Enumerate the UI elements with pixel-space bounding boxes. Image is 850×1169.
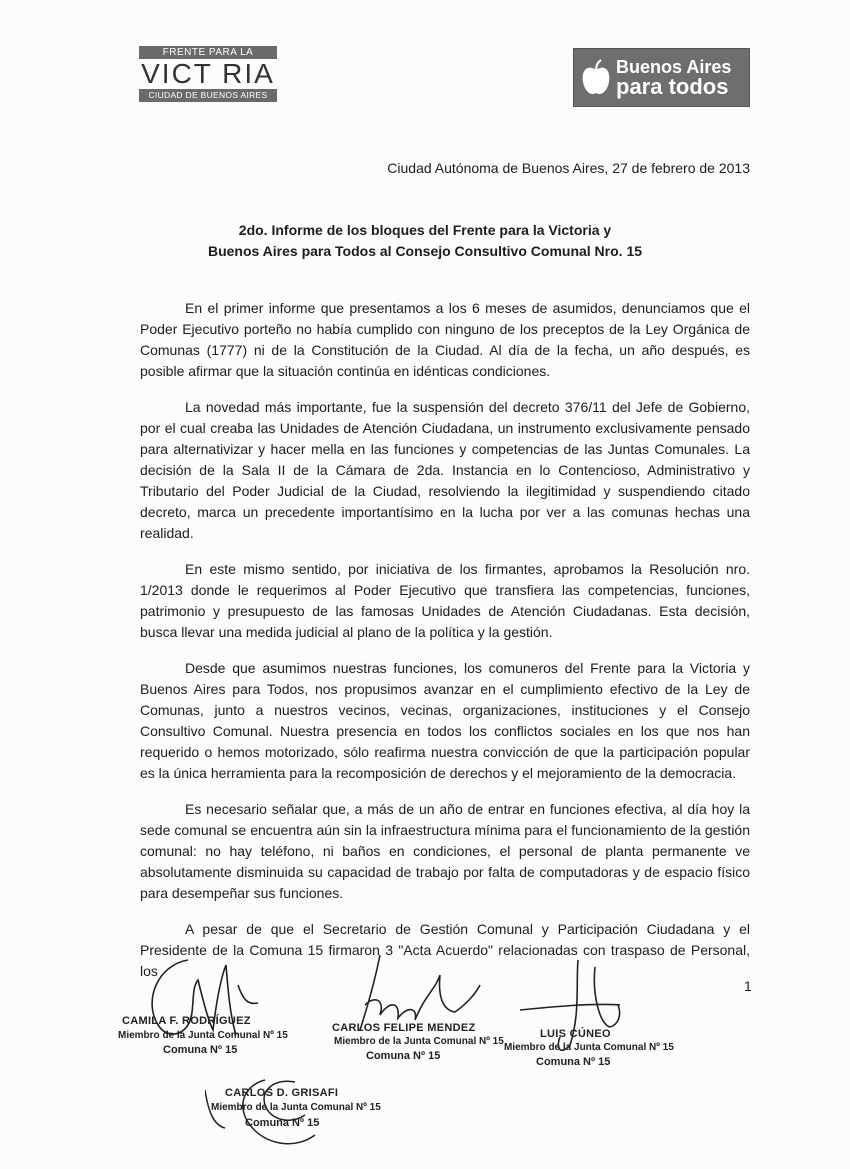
signer-name: LUIS CÚNEO <box>540 1028 611 1040</box>
signer-comuna: Comuna Nº 15 <box>536 1056 611 1068</box>
logo-fpv-main: VICT RIA <box>141 58 275 89</box>
handwritten-signature-icon <box>330 950 490 1065</box>
paragraph: La novedad más importante, fue la suspensión del decreto 376/11 del Jefe de Gobierno, por el cual creaba las Unidades de Atención Ciudadana, un instrumento exclusivamente pensado para alternativizar y hacer mella en las funciones y competencias de las Juntas Comunales. La decisión de la Sala II de la Cámara de 2da. Instancia en lo Contencioso, Administrativo y Tributario del Poder Judicial de la Ciudad, resolviendo la ilegitimidad y suspendiendo citado decreto, marca un precedente importantísimo en la lucha por ver a las comunas hechas una realidad. <box>140 399 750 541</box>
signature-block-rodriguez <box>118 945 288 1065</box>
paragraph: A pesar de que el Secretario de Gestión Comunal y Participación Ciudadana y el Presidente de la Comuna 15 firmaron 3 "Acta Acuerdo" relacionadas con traspaso de Personal, los <box>140 921 750 979</box>
frente-para-la-victoria-logo <box>138 46 278 104</box>
signer-role: Miembro de la Junta Comunal Nº 15 <box>334 1036 504 1047</box>
signer-comuna: Comuna Nº 15 <box>163 1044 238 1056</box>
logo-fpv-top: FRENTE PARA LA <box>139 46 277 59</box>
signer-name: CARLOS D. GRISAFI <box>225 1087 339 1099</box>
signature-block-mendez <box>330 950 504 1065</box>
document-title <box>100 220 750 262</box>
title-line-1: 2do. Informe de los bloques del Frente para la Victoria y <box>238 222 612 238</box>
logo-fpv-bottom: CIUDAD DE BUENOS AIRES <box>139 89 277 102</box>
date-line: Ciudad Autónoma de Buenos Aires, 27 de febrero de 2013 <box>387 160 750 176</box>
paragraph: En el primer informe que presentamos a los 6 meses de asumidos, denunciamos que el Poder Ejecutivo porteño no había cumplido con ninguno de los preceptos de la Ley Orgánica de Comunas (1777) ni de la Constitución de la Ciudad. Al día de la fecha, un año después, es posible afirmar que la situación continúa en idénticas condiciones. <box>140 300 750 379</box>
paragraph: En este mismo sentido, por iniciativa de los firmantes, aprobamos la Resolución nro. 1/2013 donde le requerimos al Poder Ejecutivo que transfiera las competencias, funciones, patrimonio y presupuesto de las famosas Unidades de Atención Ciudadanas. Esta decisión, busca llevar una medida judicial al plano de la política y la gestión. <box>140 561 750 640</box>
title-line-2: Buenos Aires para Todos al Consejo Consultivo Comunal Nro. 15 <box>207 243 643 259</box>
document-body <box>140 298 750 982</box>
logo-ba-line1: Buenos Aires <box>616 56 732 77</box>
apple-icon <box>580 58 612 98</box>
signer-name: CAMILA F. RODRÍGUEZ <box>122 1015 251 1027</box>
signature-block-grisafi <box>205 1070 381 1162</box>
page-number: 1 <box>744 978 752 994</box>
paragraph: Es necesario señalar que, a más de un año de entrar en funciones efectiva, al día hoy la sede comunal se encuentra aún sin la infraestructura mínima para el funcionamiento de la gestión comunal: no hay teléfono, ni baños en condiciones, el personal de planta permanente ve absolutamente disminuida su capacidad de trabajo por falta de computadoras y de espacio físico para desempeñar sus funciones. <box>140 801 750 901</box>
logo-ba-line2: para todos <box>616 73 729 99</box>
signer-role: Miembro de la Junta Comunal Nº 15 <box>118 1030 288 1041</box>
handwritten-signature-icon <box>205 1070 365 1162</box>
signer-name: CARLOS FELIPE MENDEZ <box>332 1022 476 1034</box>
signature-block-cuneo <box>500 955 680 1070</box>
signer-comuna: Comuna Nº 15 <box>366 1050 441 1062</box>
signer-comuna: Comuna Nº 15 <box>245 1117 320 1129</box>
signer-role: Miembro de la Junta Comunal Nº 15 <box>504 1042 674 1053</box>
buenos-aires-para-todos-logo <box>573 48 750 107</box>
paragraph: Desde que asumimos nuestras funciones, los comuneros del Frente para la Victoria y Buenos Aires para Todos, nos propusimos avanzar en el cumplimiento efectivo de la Ley de Comunas, junto a nuestros vecinos, vecinas, organizaciones, instituciones y el Consejo Consultivo Comunal. Nuestra presencia en todos los conflictos sociales en los que nos han requerido o hemos motorizado, sólo reafirma nuestra convicción de que la participación popular es la única herramienta para la recomposición de derechos y el mejoramiento de la democracia. <box>140 660 750 781</box>
signer-role: Miembro de la Junta Comunal Nº 15 <box>211 1102 381 1113</box>
